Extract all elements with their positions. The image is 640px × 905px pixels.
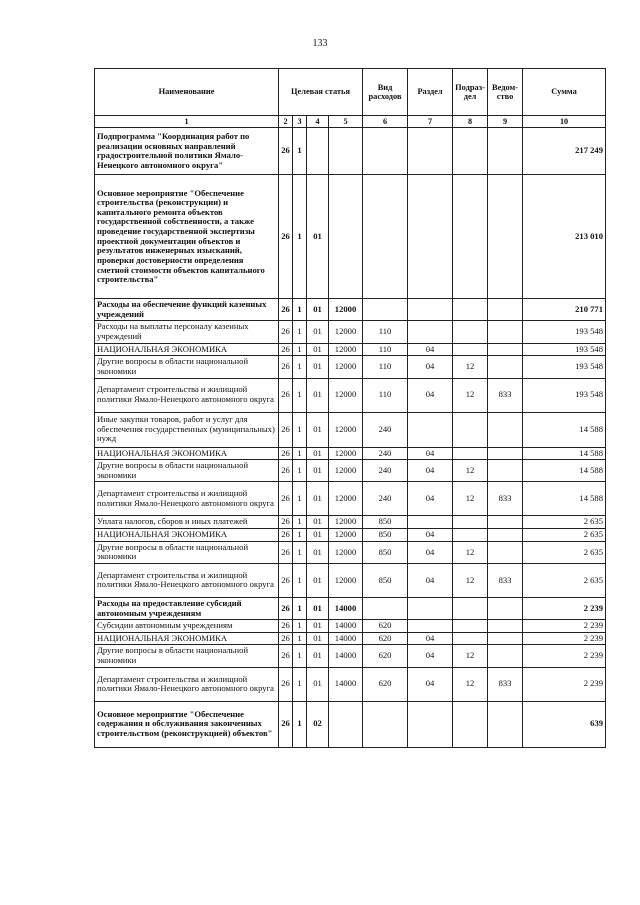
column-number: 5 [329, 116, 363, 128]
cell-subsection: 12 [453, 563, 488, 597]
cell-section: 04 [408, 563, 453, 597]
cell-target-program: 26 [279, 412, 293, 447]
cell-expense-type: 110 [363, 321, 408, 343]
cell-sum: 14 588 [523, 460, 606, 482]
cell-target-direction: 12000 [329, 541, 363, 563]
cell-target-subprogram: 1 [293, 460, 307, 482]
cell-name: Департамент строительства и жилищной политики Ямало-Ненецкого автономного округа [95, 482, 279, 516]
cell-target-direction [329, 175, 363, 299]
cell-expense-type: 620 [363, 620, 408, 633]
cell-sum: 2 239 [523, 645, 606, 667]
cell-department [488, 645, 523, 667]
cell-target-subprogram: 1 [293, 356, 307, 378]
cell-target-program: 26 [279, 563, 293, 597]
cell-target-direction: 12000 [329, 516, 363, 529]
header-subsection: Подраз-дел [453, 69, 488, 116]
cell-sum: 193 548 [523, 321, 606, 343]
cell-sum: 2 635 [523, 563, 606, 597]
cell-section: 04 [408, 378, 453, 412]
cell-subsection [453, 412, 488, 447]
page-number: 133 [312, 38, 328, 49]
cell-name: НАЦИОНАЛЬНАЯ ЭКОНОМИКА [95, 343, 279, 356]
cell-target-subprogram: 1 [293, 701, 307, 747]
cell-sum: 217 249 [523, 128, 606, 175]
cell-target-program: 26 [279, 128, 293, 175]
column-number: 10 [523, 116, 606, 128]
cell-department [488, 541, 523, 563]
cell-target-program: 26 [279, 343, 293, 356]
cell-target-subprogram: 1 [293, 343, 307, 356]
cell-subsection [453, 701, 488, 747]
cell-target-subprogram: 1 [293, 447, 307, 460]
cell-subsection [453, 620, 488, 633]
cell-target-program: 26 [279, 620, 293, 633]
cell-target-subprogram: 1 [293, 299, 307, 321]
cell-target-subprogram: 1 [293, 632, 307, 645]
cell-target-program: 26 [279, 447, 293, 460]
cell-target-event: 01 [307, 645, 329, 667]
cell-target-event [307, 128, 329, 175]
cell-sum: 639 [523, 701, 606, 747]
cell-target-event: 01 [307, 529, 329, 542]
cell-subsection: 12 [453, 378, 488, 412]
cell-section: 04 [408, 645, 453, 667]
cell-target-event: 01 [307, 632, 329, 645]
table-row [95, 299, 606, 321]
cell-target-direction: 12000 [329, 299, 363, 321]
cell-department [488, 412, 523, 447]
cell-subsection [453, 343, 488, 356]
table-row [95, 343, 606, 356]
cell-target-event: 01 [307, 343, 329, 356]
cell-name: НАЦИОНАЛЬНАЯ ЭКОНОМИКА [95, 529, 279, 542]
column-number: 6 [363, 116, 408, 128]
cell-target-event: 01 [307, 667, 329, 701]
cell-target-subprogram: 1 [293, 128, 307, 175]
cell-subsection: 12 [453, 541, 488, 563]
cell-expense-type: 850 [363, 541, 408, 563]
cell-target-event: 01 [307, 563, 329, 597]
header-target-article: Целевая статья [279, 69, 363, 116]
budget-table [94, 68, 606, 748]
cell-section [408, 175, 453, 299]
cell-name: Департамент строительства и жилищной политики Ямало-Ненецкого автономного округа [95, 563, 279, 597]
cell-sum: 213 010 [523, 175, 606, 299]
cell-target-program: 26 [279, 597, 293, 619]
cell-target-direction: 12000 [329, 412, 363, 447]
cell-target-event: 01 [307, 620, 329, 633]
cell-sum: 193 548 [523, 378, 606, 412]
cell-target-direction: 12000 [329, 356, 363, 378]
column-number: 9 [488, 116, 523, 128]
cell-target-event: 01 [307, 412, 329, 447]
cell-department: 833 [488, 563, 523, 597]
table-row [95, 447, 606, 460]
cell-target-program: 26 [279, 541, 293, 563]
cell-target-subprogram: 1 [293, 516, 307, 529]
cell-target-direction: 12000 [329, 447, 363, 460]
cell-department [488, 321, 523, 343]
cell-section: 04 [408, 529, 453, 542]
cell-target-event: 01 [307, 460, 329, 482]
cell-section [408, 701, 453, 747]
cell-expense-type: 110 [363, 378, 408, 412]
cell-target-program: 26 [279, 482, 293, 516]
cell-expense-type: 110 [363, 343, 408, 356]
cell-subsection: 12 [453, 460, 488, 482]
cell-expense-type: 240 [363, 482, 408, 516]
cell-name: Субсидии автономным учреждениям [95, 620, 279, 633]
cell-sum: 14 588 [523, 412, 606, 447]
cell-section [408, 597, 453, 619]
table-row [95, 541, 606, 563]
cell-target-event: 01 [307, 482, 329, 516]
cell-subsection [453, 299, 488, 321]
cell-target-event: 01 [307, 447, 329, 460]
cell-section [408, 412, 453, 447]
cell-target-direction: 12000 [329, 378, 363, 412]
cell-sum: 2 635 [523, 529, 606, 542]
cell-name: Уплата налогов, сборов и иных платежей [95, 516, 279, 529]
cell-sum: 2 239 [523, 620, 606, 633]
cell-department [488, 299, 523, 321]
cell-department [488, 620, 523, 633]
cell-expense-type [363, 701, 408, 747]
cell-sum: 14 588 [523, 482, 606, 516]
cell-department [488, 128, 523, 175]
cell-target-subprogram: 1 [293, 529, 307, 542]
cell-name: Департамент строительства и жилищной политики Ямало-Ненецкого автономного округа [95, 378, 279, 412]
cell-expense-type [363, 597, 408, 619]
header-sum: Сумма [523, 69, 606, 116]
cell-expense-type: 110 [363, 356, 408, 378]
cell-section [408, 620, 453, 633]
cell-subsection: 12 [453, 645, 488, 667]
cell-department [488, 343, 523, 356]
cell-section: 04 [408, 667, 453, 701]
cell-department [488, 516, 523, 529]
cell-section: 04 [408, 356, 453, 378]
cell-subsection: 12 [453, 667, 488, 701]
table-row [95, 620, 606, 633]
cell-sum: 2 239 [523, 597, 606, 619]
cell-name: Другие вопросы в области национальной экономики [95, 645, 279, 667]
table-row [95, 378, 606, 412]
header-section: Раздел [408, 69, 453, 116]
cell-target-program: 26 [279, 667, 293, 701]
cell-subsection [453, 175, 488, 299]
cell-department [488, 529, 523, 542]
table-row [95, 516, 606, 529]
table-row [95, 701, 606, 747]
table-row [95, 412, 606, 447]
cell-subsection: 12 [453, 482, 488, 516]
cell-expense-type: 240 [363, 447, 408, 460]
column-number: 1 [95, 116, 279, 128]
cell-section: 04 [408, 482, 453, 516]
cell-target-direction: 12000 [329, 529, 363, 542]
cell-section [408, 299, 453, 321]
cell-section: 04 [408, 460, 453, 482]
table-row [95, 128, 606, 175]
cell-target-subprogram: 1 [293, 645, 307, 667]
cell-name: Расходы на предоставление субсидий автономным учреждениям [95, 597, 279, 619]
cell-subsection [453, 529, 488, 542]
cell-target-subprogram: 1 [293, 541, 307, 563]
cell-target-event: 01 [307, 175, 329, 299]
header-row [95, 69, 606, 116]
cell-section [408, 128, 453, 175]
cell-sum: 14 588 [523, 447, 606, 460]
cell-subsection [453, 447, 488, 460]
cell-target-program: 26 [279, 529, 293, 542]
cell-name: Подпрограмма "Координация работ по реализации основных направлений градостроительной политики Ямало-Ненецкого автономного округа" [95, 128, 279, 175]
cell-target-direction: 14000 [329, 645, 363, 667]
cell-name: НАЦИОНАЛЬНАЯ ЭКОНОМИКА [95, 447, 279, 460]
cell-expense-type: 620 [363, 645, 408, 667]
cell-target-event: 01 [307, 541, 329, 563]
cell-target-direction: 12000 [329, 482, 363, 516]
cell-target-subprogram: 1 [293, 378, 307, 412]
cell-expense-type: 850 [363, 516, 408, 529]
cell-target-event: 01 [307, 299, 329, 321]
cell-target-direction: 12000 [329, 343, 363, 356]
cell-target-event: 02 [307, 701, 329, 747]
cell-target-event: 01 [307, 356, 329, 378]
column-number: 8 [453, 116, 488, 128]
cell-section: 04 [408, 447, 453, 460]
cell-subsection [453, 632, 488, 645]
cell-name: Основное мероприятие "Обеспечение строительства (реконструкции) и капитального ремонта объектов государственной собственности, а также проведение государственной экспертизы проектной документации объектов и результатов инженерных изысканий, проверки достоверности определения сметной стоимости объектов капитального строительства" [95, 175, 279, 299]
cell-sum: 210 771 [523, 299, 606, 321]
cell-expense-type: 240 [363, 460, 408, 482]
cell-subsection [453, 321, 488, 343]
cell-name: НАЦИОНАЛЬНАЯ ЭКОНОМИКА [95, 632, 279, 645]
cell-subsection: 12 [453, 356, 488, 378]
table-row [95, 460, 606, 482]
cell-expense-type [363, 175, 408, 299]
cell-target-direction [329, 128, 363, 175]
cell-department [488, 632, 523, 645]
cell-sum: 2 239 [523, 667, 606, 701]
cell-target-event: 01 [307, 597, 329, 619]
cell-subsection [453, 597, 488, 619]
table-row [95, 529, 606, 542]
cell-target-program: 26 [279, 378, 293, 412]
cell-target-program: 26 [279, 632, 293, 645]
cell-target-program: 26 [279, 321, 293, 343]
cell-target-program: 26 [279, 645, 293, 667]
cell-subsection [453, 516, 488, 529]
cell-sum: 2 635 [523, 541, 606, 563]
cell-target-direction: 12000 [329, 460, 363, 482]
cell-name: Департамент строительства и жилищной политики Ямало-Ненецкого автономного округа [95, 667, 279, 701]
cell-sum: 2 239 [523, 632, 606, 645]
cell-expense-type: 620 [363, 632, 408, 645]
table-row [95, 667, 606, 701]
cell-name: Основное мероприятие "Обеспечение содержания и обслуживания законченных строительством (реконструкцией) объектов" [95, 701, 279, 747]
cell-target-direction: 12000 [329, 563, 363, 597]
header-department: Ведом-ство [488, 69, 523, 116]
cell-target-subprogram: 1 [293, 563, 307, 597]
cell-section [408, 516, 453, 529]
cell-target-program: 26 [279, 356, 293, 378]
cell-target-subprogram: 1 [293, 620, 307, 633]
table-body [95, 128, 606, 748]
cell-target-program: 26 [279, 460, 293, 482]
cell-expense-type: 850 [363, 529, 408, 542]
cell-department [488, 597, 523, 619]
cell-target-event: 01 [307, 516, 329, 529]
cell-sum: 193 548 [523, 356, 606, 378]
table-row [95, 356, 606, 378]
cell-target-program: 26 [279, 701, 293, 747]
cell-department: 833 [488, 378, 523, 412]
cell-department [488, 356, 523, 378]
cell-target-subprogram: 1 [293, 321, 307, 343]
cell-expense-type [363, 128, 408, 175]
cell-department [488, 175, 523, 299]
cell-target-program: 26 [279, 299, 293, 321]
table-row [95, 597, 606, 619]
cell-target-direction: 14000 [329, 632, 363, 645]
column-number: 7 [408, 116, 453, 128]
cell-department [488, 447, 523, 460]
cell-expense-type [363, 299, 408, 321]
cell-target-subprogram: 1 [293, 597, 307, 619]
cell-department [488, 460, 523, 482]
cell-subsection [453, 128, 488, 175]
column-number: 2 [279, 116, 293, 128]
cell-target-program: 26 [279, 516, 293, 529]
table-row [95, 175, 606, 299]
cell-sum: 193 548 [523, 343, 606, 356]
header-name: Наименование [95, 69, 279, 116]
table-row [95, 645, 606, 667]
column-number: 4 [307, 116, 329, 128]
cell-expense-type: 850 [363, 563, 408, 597]
cell-target-direction: 12000 [329, 321, 363, 343]
cell-section: 04 [408, 632, 453, 645]
cell-department: 833 [488, 667, 523, 701]
column-number: 3 [293, 116, 307, 128]
cell-target-event: 01 [307, 378, 329, 412]
cell-target-event: 01 [307, 321, 329, 343]
header-expense-type: Вид расходов [363, 69, 408, 116]
table-row [95, 632, 606, 645]
cell-target-direction: 14000 [329, 620, 363, 633]
cell-name: Другие вопросы в области национальной экономики [95, 541, 279, 563]
cell-section: 04 [408, 343, 453, 356]
cell-department: 833 [488, 482, 523, 516]
cell-sum: 2 635 [523, 516, 606, 529]
cell-expense-type: 240 [363, 412, 408, 447]
cell-name: Иные закупки товаров, работ и услуг для обеспечения государственных (муниципальных) нужд [95, 412, 279, 447]
table-row [95, 563, 606, 597]
cell-target-subprogram: 1 [293, 667, 307, 701]
cell-target-subprogram: 1 [293, 175, 307, 299]
table-row [95, 482, 606, 516]
table-row [95, 321, 606, 343]
cell-target-program: 26 [279, 175, 293, 299]
cell-target-direction [329, 701, 363, 747]
cell-target-direction: 14000 [329, 667, 363, 701]
cell-target-subprogram: 1 [293, 412, 307, 447]
cell-name: Другие вопросы в области национальной экономики [95, 460, 279, 482]
cell-section [408, 321, 453, 343]
cell-name: Расходы на обеспечение функций казенных учреждений [95, 299, 279, 321]
cell-name: Расходы на выплаты персоналу казенных учреждений [95, 321, 279, 343]
cell-section: 04 [408, 541, 453, 563]
cell-department [488, 701, 523, 747]
column-number-row [95, 116, 606, 128]
cell-name: Другие вопросы в области национальной экономики [95, 356, 279, 378]
cell-target-direction: 14000 [329, 597, 363, 619]
cell-expense-type: 620 [363, 667, 408, 701]
cell-target-subprogram: 1 [293, 482, 307, 516]
